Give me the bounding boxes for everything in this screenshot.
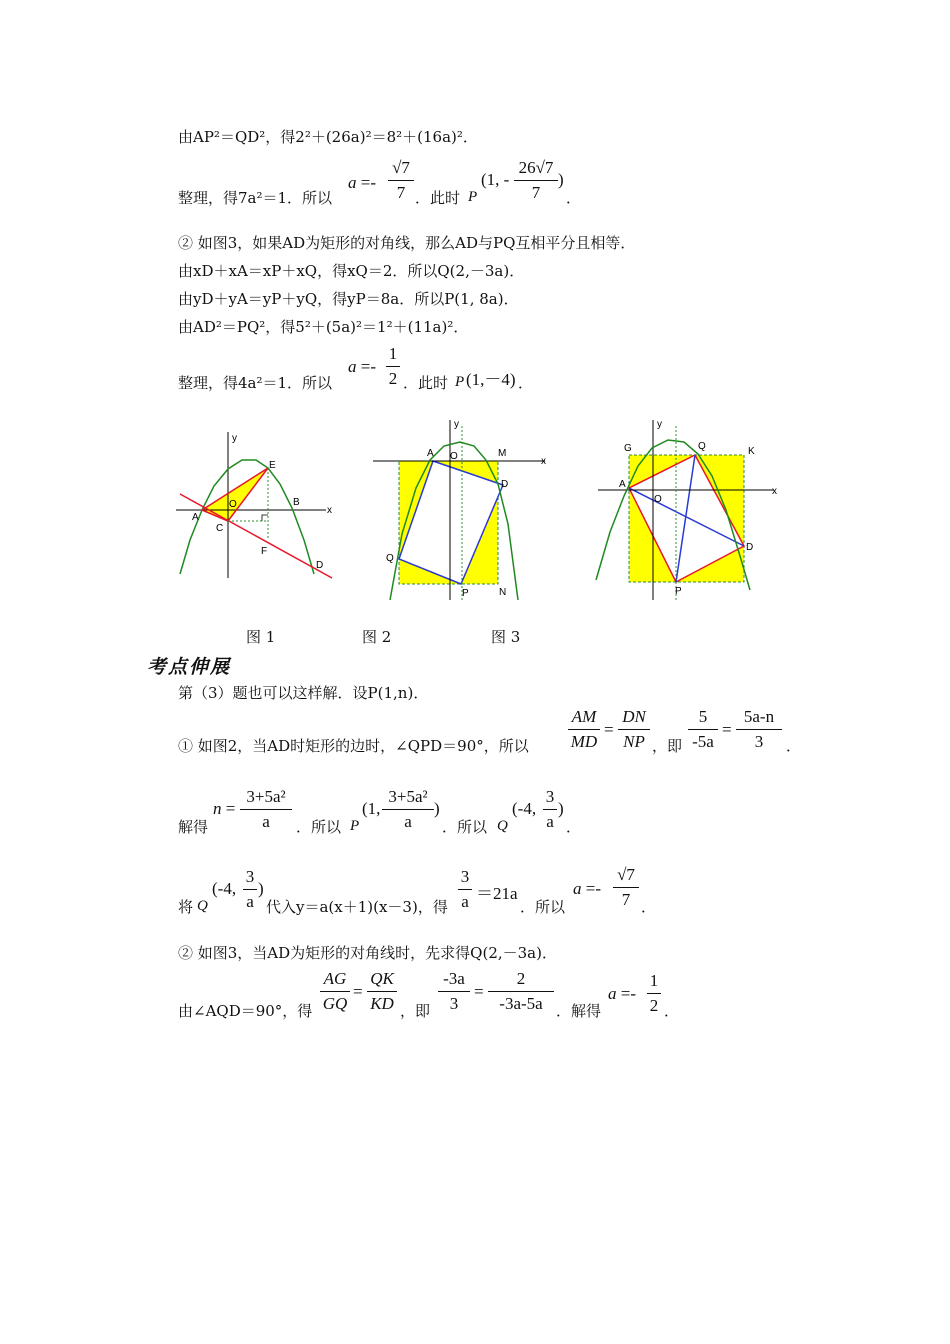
figure-caption: 图 2 [362,628,392,646]
math-a-equals: a =- [608,984,636,1003]
text-segment: ．所以 [520,898,566,916]
figure-caption: 图 3 [491,628,521,646]
fraction-numerator: -3a [443,969,465,988]
fraction [543,786,557,833]
label-e: E [269,460,276,471]
label-a: A [427,448,434,459]
text-segment: ．所以 [442,818,488,836]
red-line [180,494,332,578]
fraction [388,157,414,204]
point-label-p: P [350,818,360,834]
label-d: D [501,479,509,490]
figure-1 [176,428,336,588]
text-segment: 整理，得4a²＝1．所以 [178,374,333,392]
fraction [514,157,558,204]
fraction [243,866,257,913]
fraction-denominator: 7 [396,183,406,202]
fraction-denominator: GQ [322,994,348,1013]
label-p: P [675,586,682,597]
math-paren: ) [258,879,264,898]
math-p-value: (1,－4) [466,370,516,389]
fraction-numerator: 3 [545,787,555,806]
text-segment: ．此时 [403,374,449,392]
fraction-numerator: 1 [649,971,659,990]
fraction-numerator: DN [622,707,646,726]
text-segment: ． [566,189,582,207]
text-line: 由AP²＝QD²，得2²＋(26a)²＝8²＋(16a)²． [178,128,478,146]
fraction-numerator: AG [323,969,347,988]
fraction [736,706,782,753]
fraction [618,706,650,753]
label-y: y [657,419,662,430]
math-equation-rhs: ＝21a [476,884,518,903]
label-x: x [541,456,546,467]
fraction-numerator: QK [370,969,394,988]
label-q: Q [386,553,394,564]
fraction-denominator: 3 [449,994,459,1013]
math-a-equals: a =- [348,357,376,376]
fraction-numerator: 3 [245,867,255,886]
fraction-denominator: 3 [754,732,764,751]
fraction-numerator: 3 [460,867,470,886]
text-segment: ． [518,374,534,392]
label-f: F [261,546,268,557]
fraction-denominator: 7 [531,183,541,202]
fraction-numerator: 5a-n [743,707,775,726]
math-paren: ) [558,170,564,189]
fraction [647,970,661,1017]
point-label-q: Q [497,818,508,834]
text-line-with-fractions [178,189,332,207]
math-paren: (1, - [481,170,510,189]
text-line: ② 如图3，当AD为矩形的对角线时，先求得Q(2,－3a)． [178,944,557,962]
label-p: P [462,588,469,599]
fraction-numerator: 26√7 [518,158,554,177]
fraction-denominator: MD [570,732,598,751]
fraction-denominator: a [246,892,254,911]
fraction-denominator: 7 [621,890,631,909]
fraction-denominator: 2 [388,369,398,388]
label-d: D [316,560,324,571]
math-equals: = [353,982,363,1001]
fraction [240,786,292,833]
text-segment: ，即 [400,1002,431,1020]
label-g: G [624,443,632,454]
label-b: B [293,497,300,508]
text-segment: 将 [178,898,194,916]
fraction [688,706,718,753]
point-label-p: P [455,374,465,390]
label-y: y [232,433,237,444]
fraction-denominator: a [404,812,412,831]
text-segment: ．此时 [415,189,461,207]
label-o: O [229,499,237,510]
figure-3 [592,414,782,604]
math-a-equals: a =- [573,879,601,898]
label-y: y [454,419,459,430]
fraction-denominator: 2 [649,996,659,1015]
text-line: 由xD＋xA＝xP＋xQ，得xQ＝2．所以Q(2,－3a)． [178,262,525,280]
label-n: N [499,587,507,598]
text-segment: ． [786,737,802,755]
fraction-denominator: -3a-5a [499,994,543,1013]
fraction [488,968,554,1015]
figure-caption: 图 1 [246,628,276,646]
math-a-equals: a =- [348,173,376,192]
fraction-denominator: KD [370,994,394,1013]
text-line: 第（3）题也可以这样解．设P(1,n)． [178,684,429,702]
math-equals: = [722,720,732,739]
label-o: O [654,494,662,505]
label-c: C [216,523,224,534]
point-label-p: P [468,189,478,205]
section-heading: 考点伸展 [147,656,232,678]
label-d: D [746,542,754,553]
math-equals: = [474,982,484,1001]
figure-2 [370,414,555,604]
fraction-numerator: 5 [698,707,708,726]
fraction [438,968,470,1015]
fraction [568,706,600,753]
fraction [613,864,639,911]
math-paren: (1, [362,799,381,818]
text-line: 由yD＋yA＝yP＋yQ，得yP＝8a．所以P(1, 8a)． [178,290,519,308]
text-segment: 代入y＝a(x＋1)(x－3)，得 [266,898,448,916]
fraction [382,786,434,833]
fraction-denominator: a [546,812,554,831]
fraction-numerator: 3+5a² [246,787,286,806]
text-segment: ． [664,1002,680,1020]
fraction [458,866,472,913]
label-x: x [327,505,332,516]
highlight-triangle [202,468,268,521]
fraction-denominator: a [461,892,469,911]
text-segment: 解得 [178,818,209,836]
fraction-numerator: 1 [388,344,398,363]
fraction-denominator: NP [623,732,645,751]
fraction-numerator: AM [571,707,597,726]
fraction-numerator: √7 [617,865,635,884]
text-segment: ． [641,898,657,916]
text-segment: ． [566,818,582,836]
math-n-equals: n = [213,799,236,818]
fraction-numerator: √7 [392,158,410,177]
label-k: K [748,446,755,457]
text-segment: ．解得 [556,1002,602,1020]
text-line: ② 如图3，如果AD为矩形的对角线，那么AD与PQ互相平分且相等． [178,234,636,252]
text-segment: 整理，得7a²＝1．所以 [178,189,333,207]
text-segment: ．所以 [296,818,342,836]
math-paren: ) [434,799,440,818]
label-a: A [192,512,199,523]
fraction [320,968,350,1015]
fraction-numerator: 2 [516,969,526,988]
label-a: A [619,479,626,490]
fraction-denominator: a [262,812,270,831]
fraction-denominator: -5a [692,732,714,751]
label-o: O [450,451,458,462]
label-q: Q [698,441,706,452]
text-segment: ，即 [652,737,683,755]
math-equals: = [604,720,614,739]
fraction [367,968,397,1015]
text-segment: 由∠AQD＝90°，得 [178,1002,313,1020]
text-line: 由AD²＝PQ²，得5²＋(5a)²＝1²＋(11a)²． [178,318,469,336]
label-m: M [498,448,507,459]
point-label-q: Q [197,898,208,914]
fraction-numerator: 3+5a² [388,787,428,806]
text-segment: ① 如图2，当AD时矩形的边时，∠QPD＝90°，所以 [178,737,529,755]
math-paren: ) [558,799,564,818]
fraction [386,343,400,390]
math-paren: (-4, [212,879,237,898]
label-x: x [772,486,777,497]
math-paren: (-4, [512,799,537,818]
